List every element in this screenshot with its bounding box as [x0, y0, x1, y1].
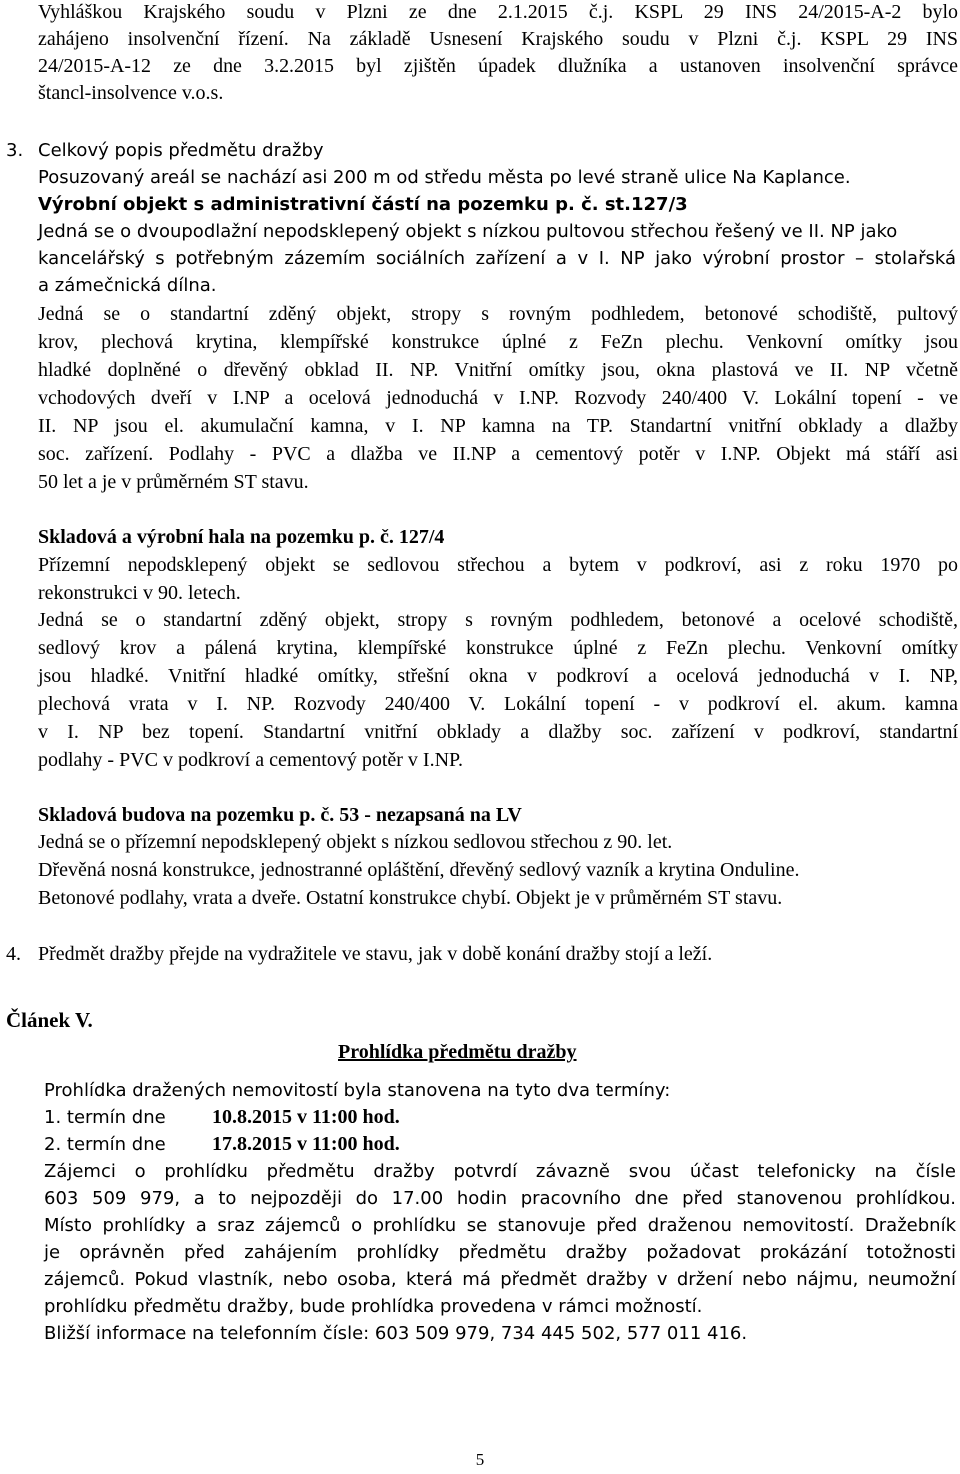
article-text-line: Bližší informace na telefonním čísle: 603 509 979, 734 445 502, 577 011 416. [44, 1323, 748, 1344]
hall-text-line: Přízemní nepodsklepený objekt se sedlovou střechou a bytem v podkroví, asi z roku 1970 po [38, 554, 958, 576]
section-text-line: a zámečnická dílna. [38, 275, 217, 296]
article-text-line: prohlídku předmětu dražby, bude prohlídka provedena v rámci možností. [44, 1296, 703, 1317]
section-text-line: Jedná se o standartní zděný objekt, stropy s rovným podhledem, betonové schodiště, pultový [38, 303, 958, 325]
hall-heading: Skladová a výrobní hala na pozemku p. č. 127/4 [38, 526, 445, 548]
section-text-line: 50 let a je v průměrném ST stavu. [38, 471, 309, 493]
article-text-line: Místo prohlídky a sraz zájemců o prohlídku se stanovuje před draženou nemovitostí. Dražebník [44, 1215, 956, 1236]
section-text-line: II. NP jsou el. akumulační kamna, v I. NP kamna na TP. Standartní vnitřní obklady a dlažby [38, 415, 958, 437]
section-text-line: soc. zařízení. Podlahy - PVC a dlažba ve II.NP a cementový potěr v I.NP. Objekt má stáří asi [38, 443, 958, 465]
viewing-date-label: 1. termín dne [44, 1107, 166, 1128]
viewing-date-value: 10.8.2015 v 11:00 hod. [212, 1106, 400, 1128]
article-intro: Prohlídka dražených nemovitostí byla stanovena na tyto dva termíny: [44, 1080, 671, 1101]
section-number: 4. [6, 943, 21, 965]
hall-text-line: v I. NP bez topení. Standartní vnitřní obklady a dlažby soc. zařízení v podkroví, standartní [38, 721, 958, 743]
article-subtitle: Prohlídka předmětu dražby [338, 1041, 577, 1063]
section-text-line: Posuzovaný areál se nachází asi 200 m od středu města po levé straně ulice Na Kaplance. [38, 167, 851, 188]
store-text-line: Betonové podlahy, vrata a dveře. Ostatní konstrukce chybí. Objekt je v průměrném ST stavu. [38, 887, 783, 909]
intro-line: zahájeno insolvenční řízení. Na základě Usnesení Krajského soudu v Plzni č.j. KSPL 29 INS [38, 28, 958, 50]
section-text-line: Jedná se o dvoupodlažní nepodsklepený objekt s nízkou pultovou střechou řešený ve II. NP jako [38, 221, 898, 242]
page-number: 5 [475, 1450, 485, 1469]
intro-line: Vyhláškou Krajského soudu v Plzni ze dne 2.1.2015 č.j. KSPL 29 INS 24/2015-A-2 bylo [38, 1, 958, 23]
hall-text-line: sedlový krov a pálená krytina, klempířské konstrukce úplné z FeZn plechu. Venkovní omítky [38, 637, 958, 659]
section-text-line: Předmět dražby přejde na vydražitele ve stavu, jak v době konání dražby stojí a leží. [38, 943, 713, 965]
article-text-line: je oprávněn před zahájením prohlídky předmětu dražby požadovat prokázání totožnosti [44, 1242, 956, 1263]
hall-text-line: jsou hladké. Vnitřní hladké omítky, střešní okna v podkroví a ocelová jednoduchá v I. NP, [38, 665, 958, 687]
viewing-date-label: 2. termín dne [44, 1134, 166, 1155]
store-text-line: Dřevěná nosná konstrukce, jednostranné opláštění, dřevěný sedlový vazník a krytina Onduline. [38, 859, 800, 881]
hall-text-line: rekonstrukci v 90. letech. [38, 582, 241, 604]
viewing-date-value: 17.8.2015 v 11:00 hod. [212, 1133, 400, 1155]
section-text-line: kancelářský s potřebným zázemím sociálních zařízení a v I. NP jako výrobní prostor – stolařská [38, 248, 956, 269]
article-text-line: 603 509 979, a to nejpozději do 17.00 hodin pracovního dne před stanovenou prohlídkou. [44, 1188, 956, 1209]
section-text-line: hladké doplněné o dřevěný obklad II. NP. Vnitřní omítky jsou, okna plastová ve II. NP včetně [38, 359, 958, 381]
article-title: Článek V. [6, 1008, 93, 1032]
section-text-line: krov, plechová krytina, klempířské konstrukce úplné z FeZn plechu. Venkovní omítky jsou [38, 331, 958, 353]
article-text-line: Zájemci o prohlídku předmětu dražby potvrdí závazně svou účast telefonicky na čísle [44, 1161, 956, 1182]
section-number: 3. [6, 140, 24, 161]
section-text-line: vchodových dveří v I.NP a ocelová jednoduchá v I.NP. Rozvody 240/400 V. Lokální topení - ve [38, 387, 958, 409]
store-text-line: Jedná se o přízemní nepodsklepený objekt s nízkou sedlovou střechou z 90. let. [38, 831, 673, 853]
building-heading: Výrobní objekt s administrativní částí na pozemku p. č. st.127/3 [38, 194, 688, 215]
section-heading: Celkový popis předmětu dražby [38, 140, 324, 161]
hall-text-line: Jedná se o standartní zděný objekt, stropy s rovným podhledem, betonové a ocelové schodiště, [38, 609, 958, 631]
hall-text-line: podlahy - PVC v podkroví a cementový potěr v I.NP. [38, 749, 463, 771]
article-text-line: zájemců. Pokud vlastník, nebo osoba, která má předmět dražby v držení nebo nájmu, neumožní [44, 1269, 956, 1290]
intro-line: štancl-insolvence v.o.s. [38, 82, 224, 104]
store-heading: Skladová budova na pozemku p. č. 53 - nezapsaná na LV [38, 804, 522, 826]
hall-text-line: plechová vrata v I. NP. Rozvody 240/400 V. Lokální topení - v podkroví el. akum. kamna [38, 693, 958, 715]
intro-line: 24/2015-A-12 ze dne 3.2.2015 byl zjištěn úpadek dlužníka a ustanoven insolvenční správce [38, 55, 958, 77]
